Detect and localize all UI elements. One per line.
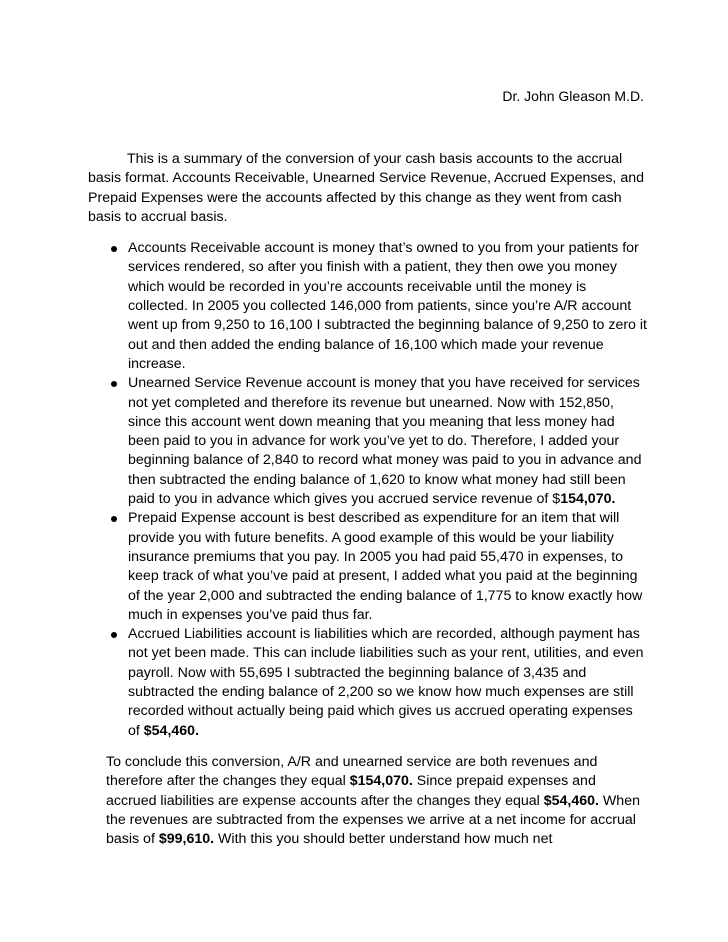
conclusion-text: Since prepaid expenses and accrued liabilities are expense accounts after the changes they equal — [106, 773, 596, 809]
list-item-unearned-revenue — [88, 374, 648, 509]
revenue-total: $154,070. — [349, 773, 413, 790]
document-body — [88, 150, 648, 849]
accrued-service-revenue-amount: 154,070. — [560, 491, 616, 508]
list-item-text: Accounts Receivable account is money that’s owned to you from your patients for services rendered, so after you finish with a patient, they then owe you money which would be recorded in you’re accounts receivable until the money is collected. In 2005 you collected 146,000 from patients, since you’re A/R account went up from 9,250 to 16,100 I subtracted the beginning balance of 9,250 to zero it out and then added the ending balance of 16,100 which made your revenue increase. — [128, 240, 647, 372]
list-item-text: Accrued Liabilities account is liabilities which are recorded, although payment has not yet been made. This can include liabilities such as your rent, utilities, and even payroll. Now with 55,695 I subtracted the beginning balance of 3,435 and subtracted the ending balance of 2,200 so we know how much expenses are still recorded without actually being paid which gives us accrued operating expenses of — [128, 626, 644, 739]
list-item-text: Prepaid Expense account is best described as expenditure for an item that will provide you with future benefits. A good example of this would be your liability insurance premiums that you pay. In 2005 you had paid 55,470 in expenses, to keep track of what you’ve paid at present, I added what you paid at the beginning of the year 2,000 and subtracted the ending balance of 1,775 to know exactly how much in expenses you’ve paid thus far. — [128, 510, 643, 623]
bullet-icon — [111, 516, 117, 522]
bullet-icon — [111, 246, 117, 252]
account-list — [88, 239, 648, 741]
list-item-accrued-liabilities — [88, 625, 648, 741]
expense-total: $54,460. — [543, 792, 599, 809]
bullet-icon — [111, 632, 117, 638]
conclusion-text: When the revenues are subtracted from the expenses we arrive at a net income for accrual basis of — [106, 792, 640, 848]
intro-paragraph: This is a summary of the conversion of your cash basis accounts to the accrual basis format. Accounts Receivable, Unearned Service Revenue, Accrued Expenses, and Prepaid Expenses were the accounts affected by this change as they went from cash basis to accrual basis. — [88, 151, 644, 225]
conclusion-paragraph — [106, 753, 648, 849]
list-item-text: Unearned Service Revenue account is money that you have received for services not yet completed and therefore its revenue but unearned. Now with 152,850, since this account went down meaning that you meaning that less money had been paid to you in advance for work you’ve yet to do. Therefore, I added your beginning balance of 2,840 to record what money was paid to you in advance and then subtracted the ending balance of 1,620 to know what money had still been paid to you in advance which gives you accrued service revenue of $ — [128, 375, 642, 508]
bullet-icon — [111, 381, 117, 387]
accrued-operating-expenses-amount: $54,460. — [143, 722, 200, 739]
conclusion-text: To conclude this conversion, A/R and unearned service are both revenues and therefore after the changes they equal — [106, 753, 598, 790]
list-item-accounts-receivable — [88, 239, 648, 374]
conclusion-text: With this you should better understand how much net — [214, 831, 553, 848]
recipient-line: Dr. John Gleason M.D. — [502, 88, 644, 104]
net-income-total: $99,610. — [158, 831, 215, 848]
list-item-prepaid-expense — [88, 509, 648, 625]
